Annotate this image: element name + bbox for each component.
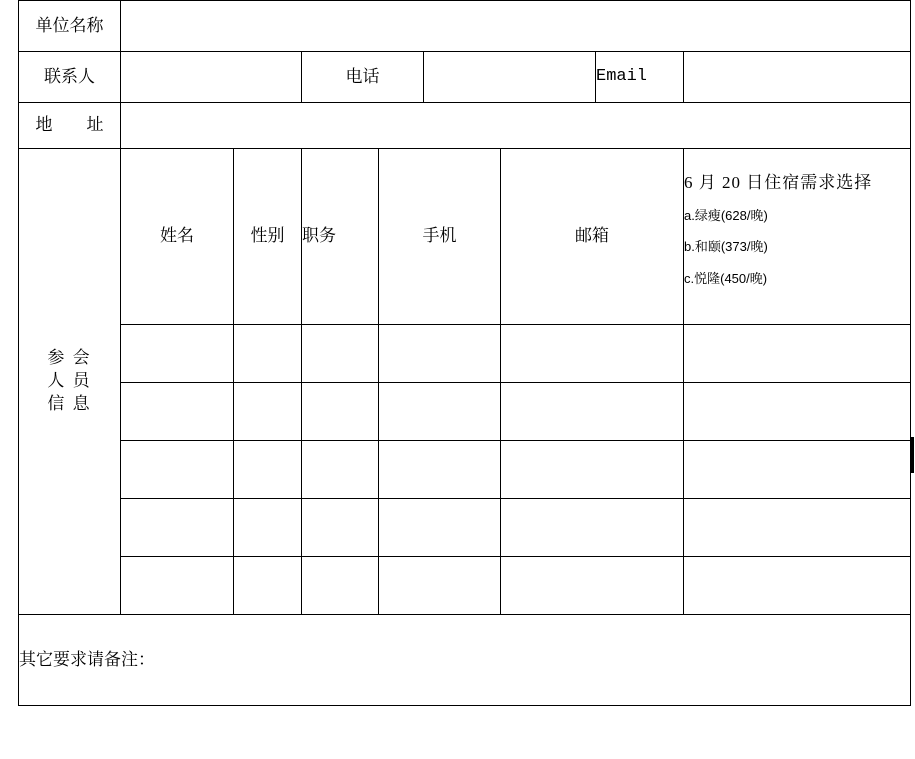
attendee-2-lodging[interactable]	[684, 383, 911, 441]
attendee-4-lodging[interactable]	[684, 499, 911, 557]
column-header-name: 姓名	[121, 149, 234, 325]
attendee-1-name[interactable]	[121, 325, 234, 383]
table-row-attendee-5	[19, 557, 911, 615]
attendee-1-gender[interactable]	[234, 325, 302, 383]
attendee-3-position[interactable]	[302, 441, 379, 499]
table-row-attendee-3	[19, 441, 911, 499]
column-header-gender: 性别	[234, 149, 302, 325]
table-row-address	[19, 103, 911, 149]
table-row-attendee-header	[19, 149, 911, 325]
table-row-notes	[19, 615, 911, 706]
attendee-2-name[interactable]	[121, 383, 234, 441]
attendee-2-position[interactable]	[302, 383, 379, 441]
attendee-3-mailbox[interactable]	[501, 441, 684, 499]
unit-name-label: 单位名称	[19, 1, 121, 52]
attendee-4-name[interactable]	[121, 499, 234, 557]
column-header-position: 职务	[302, 149, 379, 325]
attendee-label-line2: 人 员	[47, 371, 92, 391]
table-row-attendee-4	[19, 499, 911, 557]
column-header-lodging	[684, 149, 911, 325]
attendee-1-lodging[interactable]	[684, 325, 911, 383]
attendee-label-line1: 参 会	[47, 348, 92, 368]
address-value[interactable]	[121, 103, 911, 149]
attendee-4-gender[interactable]	[234, 499, 302, 557]
attendee-4-mobile[interactable]	[379, 499, 501, 557]
attendee-5-name[interactable]	[121, 557, 234, 615]
attendee-section-label	[19, 149, 121, 615]
attendee-4-position[interactable]	[302, 499, 379, 557]
table-row-contact	[19, 52, 911, 103]
address-label: 地 址	[19, 103, 121, 149]
attendee-5-mailbox[interactable]	[501, 557, 684, 615]
lodging-option-a: a.绿瘦(628/晚)	[684, 207, 768, 223]
lodging-title: 6 月 20 日住宿需求选择	[684, 172, 873, 192]
registration-form-table	[18, 0, 911, 706]
attendee-3-lodging[interactable]	[684, 441, 911, 499]
email-value[interactable]	[684, 52, 911, 103]
attendee-5-gender[interactable]	[234, 557, 302, 615]
attendee-3-name[interactable]	[121, 441, 234, 499]
page-edge-marker	[911, 437, 914, 473]
attendee-1-position[interactable]	[302, 325, 379, 383]
contact-label: 联系人	[19, 52, 121, 103]
table-row-attendee-2	[19, 383, 911, 441]
attendee-5-lodging[interactable]	[684, 557, 911, 615]
attendee-3-gender[interactable]	[234, 441, 302, 499]
unit-name-value[interactable]	[121, 1, 911, 52]
attendee-label-line3: 信 息	[47, 393, 92, 413]
attendee-4-mailbox[interactable]	[501, 499, 684, 557]
column-header-mobile: 手机	[379, 149, 501, 325]
phone-value[interactable]	[424, 52, 596, 103]
attendee-2-gender[interactable]	[234, 383, 302, 441]
table-row-unit-name	[19, 1, 911, 52]
phone-label: 电话	[302, 52, 424, 103]
contact-value[interactable]	[121, 52, 302, 103]
table-row-attendee-1	[19, 325, 911, 383]
attendee-2-mobile[interactable]	[379, 383, 501, 441]
column-header-mailbox: 邮箱	[501, 149, 684, 325]
attendee-2-mailbox[interactable]	[501, 383, 684, 441]
attendee-1-mailbox[interactable]	[501, 325, 684, 383]
attendee-5-position[interactable]	[302, 557, 379, 615]
email-label: Email	[596, 52, 684, 103]
attendee-5-mobile[interactable]	[379, 557, 501, 615]
attendee-3-mobile[interactable]	[379, 441, 501, 499]
lodging-option-c: c.悦隆(450/晚)	[684, 270, 768, 286]
lodging-option-b: b.和颐(373/晚)	[684, 239, 768, 255]
notes-label[interactable]: 其它要求请备注：	[19, 615, 911, 706]
attendee-1-mobile[interactable]	[379, 325, 501, 383]
